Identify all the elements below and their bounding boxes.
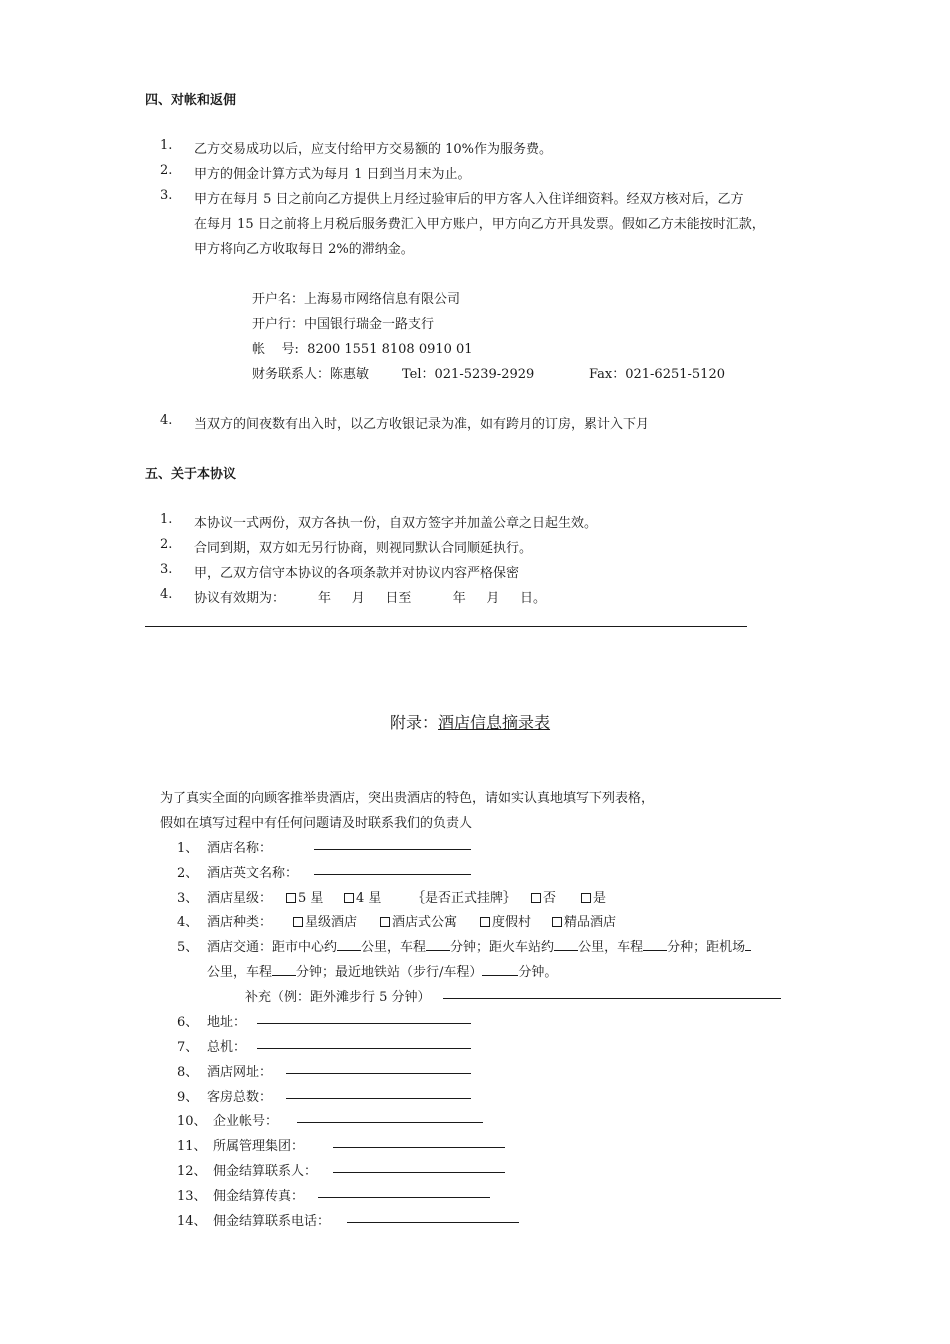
appendix-title-prefix: 附录： [390, 713, 439, 732]
hotel-name-field[interactable] [314, 849, 471, 850]
field-number: 1、 [177, 841, 199, 856]
field-number: 8、 [177, 1065, 199, 1080]
traffic-line-1: 酒店交通：距市中心约 公里，车程 分钟；距火车站约 公里，车程 分种；距机场 [207, 936, 751, 955]
field-label: 佣金结算联系电话： [213, 1214, 331, 1229]
field-number: 11、 [177, 1139, 207, 1154]
commission-phone-field[interactable] [347, 1222, 519, 1223]
list-item-text: 协议有效期为： 年 月 日至 年 月 日。 [194, 591, 547, 606]
list-item-text: 合同到期，双方如无另行协商，则视同默认合同顺延执行。 [194, 541, 533, 556]
checkbox-icon [344, 893, 354, 903]
traffic-supplement-label: 补充（例：距外滩步行 5 分钟） [245, 990, 431, 1005]
field-label: 佣金结算联系人： [213, 1164, 318, 1179]
field-number: 7、 [177, 1040, 199, 1055]
field-label: 酒店交通： [207, 940, 273, 955]
type-star-hotel-option[interactable]: 星级酒店 [293, 911, 357, 930]
type-serviced-apartment-option[interactable]: 酒店式公寓 [380, 911, 457, 930]
bank-account-name: 开户名：上海易市网络信息有限公司 [252, 292, 461, 307]
list-item-number: 1. [160, 138, 173, 153]
field-label: 佣金结算传真： [213, 1189, 305, 1204]
field-label: 所属管理集团： [213, 1139, 305, 1154]
management-group-field[interactable] [333, 1147, 505, 1148]
list-item-number: 2. [160, 537, 173, 552]
field-number: 14、 [177, 1214, 207, 1229]
train-station-km-field[interactable] [554, 938, 578, 951]
field-label: 企业帐号： [213, 1114, 279, 1129]
field-label: 酒店种类： [207, 915, 273, 930]
field-label: 总机： [207, 1040, 247, 1055]
section-5-heading: 五、关于本协议 [145, 467, 237, 482]
field-label: 酒店星级： [207, 891, 273, 906]
official-yes-option[interactable]: 是 [581, 887, 606, 906]
list-item-text: 当双方的间夜数有出入时，以乙方收银记录为准，如有跨月的订房，累计入下月 [194, 417, 650, 432]
website-field[interactable] [286, 1073, 471, 1074]
checkbox-icon [293, 917, 303, 927]
appendix-intro: 为了真实全面的向顾客推举贵酒店，突出贵酒店的特色，请如实认真地填写下列表格， [160, 791, 655, 806]
commission-fax-field[interactable] [318, 1197, 490, 1198]
city-center-minutes-field[interactable] [426, 938, 450, 951]
bank-name: 开户行：中国银行瑞金一路支行 [252, 317, 435, 332]
list-item-text: 甲方的佣金计算方式为每月 1 日到当月末为止。 [194, 167, 471, 182]
checkbox-icon [480, 917, 490, 927]
bank-account-number: 帐 号: 8200 1551 8108 0910 01 [252, 342, 473, 357]
commission-contact-field[interactable] [333, 1172, 505, 1173]
finance-contact: 财务联系人：陈惠敏 [252, 367, 370, 382]
list-item-number: 3. [160, 562, 173, 577]
list-item-text: 在每月 15 日之前将上月税后服务费汇入甲方账户，甲方向乙方开具发票。假如乙方未能按时汇款， [194, 217, 765, 232]
list-item-number: 3. [160, 188, 173, 203]
list-item-number: 1. [160, 512, 173, 527]
official-rating-question: ｛是否正式挂牌｝ [412, 891, 517, 906]
airport-minutes-field[interactable] [272, 963, 296, 976]
field-number: 10、 [177, 1114, 207, 1129]
list-item-number: 2. [160, 163, 173, 178]
field-label: 酒店名称： [207, 841, 273, 856]
checkbox-icon [552, 917, 562, 927]
list-item-text: 甲，乙双方信守本协议的各项条款并对协议内容严格保密 [194, 566, 520, 581]
official-no-option[interactable]: 否 [531, 887, 556, 906]
appendix-intro: 假如在填写过程中有任何问题请及时联系我们的负责人 [160, 816, 473, 831]
room-count-field[interactable] [286, 1098, 471, 1099]
list-item-number: 4. [160, 413, 173, 428]
star-5-option[interactable]: 5 星 [286, 887, 323, 906]
field-label: 酒店网址： [207, 1065, 273, 1080]
field-label: 地址： [207, 1015, 247, 1030]
checkbox-icon [286, 893, 296, 903]
airport-km-field[interactable] [745, 938, 751, 951]
address-field[interactable] [257, 1023, 471, 1024]
city-center-km-field[interactable] [337, 938, 361, 951]
field-number: 5、 [177, 940, 199, 955]
section-4-heading: 四、对帐和返佣 [145, 93, 237, 108]
train-station-minutes-field[interactable] [643, 938, 667, 951]
metro-minutes-field[interactable] [482, 963, 518, 976]
checkbox-icon [581, 893, 591, 903]
finance-fax: Fax：021-6251-5120 [589, 367, 725, 382]
checkbox-icon [531, 893, 541, 903]
traffic-line-2: 公里，车程 分钟；最近地铁站（步行/车程） 分钟。 [207, 965, 558, 980]
checkbox-icon [380, 917, 390, 927]
section-divider [145, 626, 747, 627]
star-4-option[interactable]: 4 星 [344, 887, 381, 906]
appendix-title-main: 酒店信息摘录表 [438, 713, 551, 732]
field-number: 13、 [177, 1189, 207, 1204]
field-number: 6、 [177, 1015, 199, 1030]
company-account-field[interactable] [297, 1122, 483, 1123]
traffic-supplement-field[interactable] [443, 998, 781, 999]
field-number: 2、 [177, 866, 199, 881]
field-number: 3、 [177, 891, 199, 906]
appendix-title [390, 710, 550, 733]
field-label: 酒店英文名称： [207, 866, 299, 881]
field-label: 客房总数： [207, 1090, 273, 1105]
list-item-text: 甲方将向乙方收取每日 2%的滞纳金。 [194, 242, 414, 257]
field-number: 9、 [177, 1090, 199, 1105]
type-resort-option[interactable]: 度假村 [480, 911, 531, 930]
type-boutique-option[interactable]: 精品酒店 [552, 911, 616, 930]
list-item-number: 4. [160, 587, 173, 602]
list-item-text: 本协议一式两份，双方各执一份，自双方签字并加盖公章之日起生效。 [194, 516, 598, 531]
hotel-english-name-field[interactable] [314, 874, 471, 875]
switchboard-field[interactable] [257, 1048, 471, 1049]
field-number: 12、 [177, 1164, 207, 1179]
finance-tel: Tel：021-5239-2929 [402, 367, 535, 382]
list-item-text: 乙方交易成功以后，应支付给甲方交易额的 10%作为服务费。 [194, 142, 553, 157]
list-item-text: 甲方在每月 5 日之前向乙方提供上月经过验审后的甲方客人入住详细资料。经双方核对后，乙方 [194, 192, 744, 207]
field-number: 4、 [177, 915, 199, 930]
